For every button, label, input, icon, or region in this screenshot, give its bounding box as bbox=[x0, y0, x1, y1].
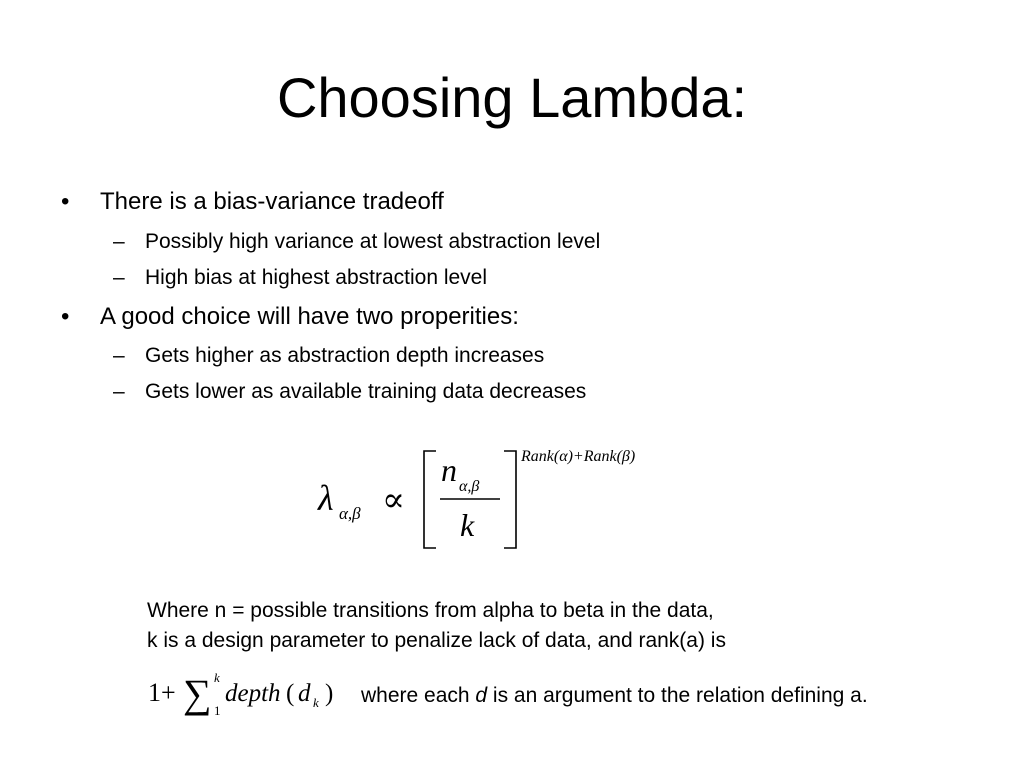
bullet-item bbox=[61, 303, 519, 331]
rank-formula-svg bbox=[140, 668, 345, 718]
bullet-mark: • bbox=[61, 188, 70, 215]
sub-bullet-mark: – bbox=[113, 266, 125, 289]
sub-bullet-item bbox=[113, 229, 601, 255]
sub-bullet-text: Gets higher as abstraction depth increases bbox=[145, 344, 545, 367]
sub-bullet-mark: – bbox=[113, 380, 125, 403]
bullet-mark: • bbox=[61, 303, 70, 330]
slide-title: Choosing Lambda: bbox=[276, 66, 748, 129]
sub-bullet-item bbox=[113, 379, 587, 405]
rank-lead: 1+ bbox=[148, 678, 176, 707]
close-paren: ) bbox=[325, 680, 334, 707]
right-bracket bbox=[504, 451, 516, 548]
sub-bullet-item bbox=[113, 265, 488, 291]
rank-note-suffix: is an argument to the relation defining a. bbox=[487, 684, 868, 707]
rank-note-variable: d bbox=[475, 684, 488, 707]
proportional-symbol: ∝ bbox=[382, 482, 406, 519]
numerator-subscript: α,β bbox=[459, 478, 480, 495]
sub-bullet-text: Gets lower as available training data decreases bbox=[145, 380, 587, 403]
bullet-text: A good choice will have two properities: bbox=[100, 303, 519, 330]
left-bracket bbox=[424, 451, 436, 548]
argument-subscript: k bbox=[313, 695, 319, 710]
denominator-symbol: k bbox=[460, 507, 475, 543]
bullet-item bbox=[61, 188, 444, 216]
sub-bullet-item bbox=[113, 343, 545, 369]
bullet-text: There is a bias-variance tradeoff bbox=[100, 188, 444, 215]
open-paren: ( bbox=[286, 680, 295, 707]
sum-upper-limit: k bbox=[214, 670, 220, 685]
exponent-text: Rank(α)+Rank(β) bbox=[521, 448, 636, 465]
sub-bullet-mark: – bbox=[113, 344, 125, 367]
sub-bullet-text: High bias at highest abstraction level bbox=[145, 266, 488, 289]
note-line-1: Where n = possible transitions from alpha to beta in the data, bbox=[147, 599, 714, 622]
lambda-subscript: α,β bbox=[339, 504, 361, 523]
argument-symbol: d bbox=[298, 680, 311, 707]
sum-icon: ∑ bbox=[183, 671, 212, 716]
numerator-symbol: n bbox=[441, 452, 457, 488]
rank-note bbox=[361, 683, 868, 709]
lambda-formula-svg bbox=[310, 435, 720, 560]
sum-lower-limit: 1 bbox=[214, 703, 221, 718]
sub-bullet-text: Possibly high variance at lowest abstraction level bbox=[145, 230, 601, 253]
sub-bullet-mark: – bbox=[113, 230, 125, 253]
note-line-2: k is a design parameter to penalize lack of data, and rank(a) is bbox=[147, 629, 726, 652]
lambda-formula bbox=[310, 435, 720, 560]
rank-formula bbox=[140, 668, 345, 718]
rank-note-prefix: where each bbox=[361, 684, 476, 707]
lambda-symbol: λ bbox=[318, 478, 334, 518]
depth-function: depth bbox=[225, 680, 281, 707]
